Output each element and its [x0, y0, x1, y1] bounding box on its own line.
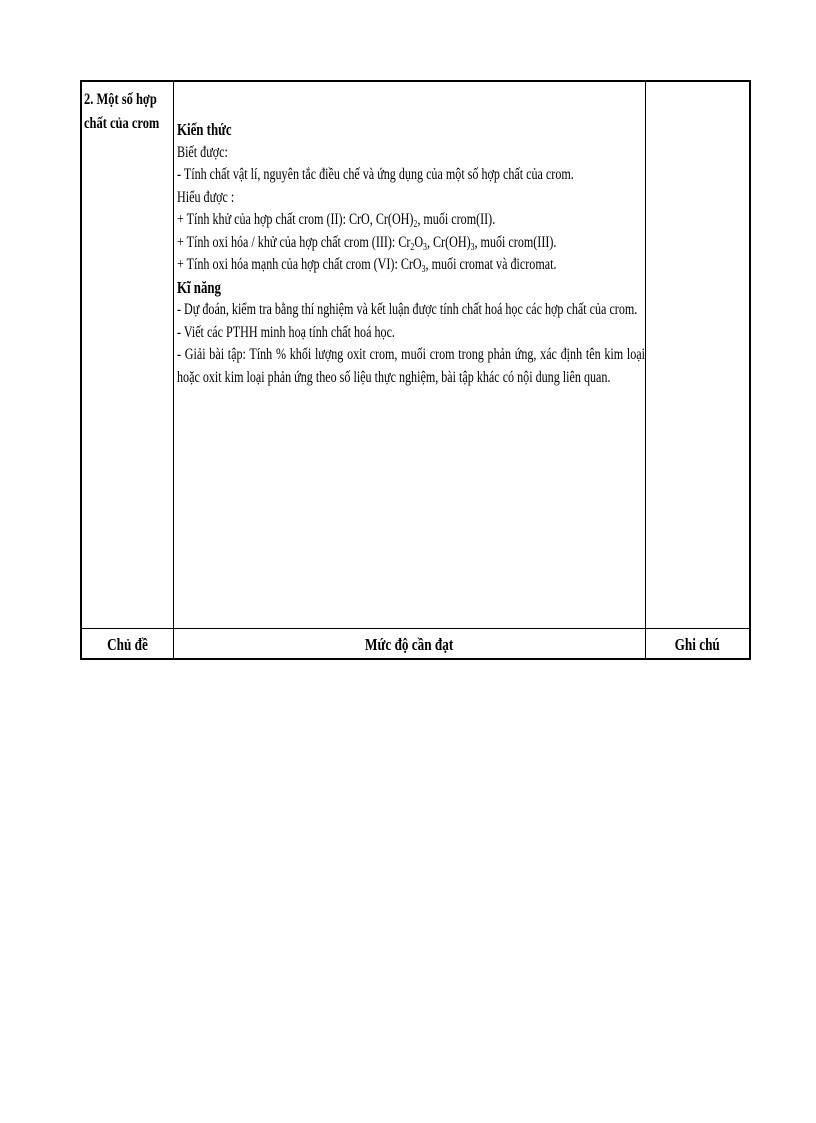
- understand-label: Hiểu được :: [177, 188, 235, 206]
- column-divider-2: [645, 82, 646, 658]
- know-item: - Tính chất vật lí, nguyên tắc điều chế và ứng dụng của một số hợp chất của crom.: [177, 166, 574, 183]
- header-row-divider: [82, 628, 749, 629]
- skills-heading: Kĩ năng: [177, 277, 221, 297]
- understand-item-1: + Tính khử của hợp chất crom (II): CrO, $Cr(OH)_2$, muối crom(II).: [177, 211, 496, 230]
- column-divider-1: [173, 82, 174, 658]
- header-notes: Ghi chú: [674, 635, 721, 654]
- understand-item-2: + Tính oxi hóa / khử của hợp chất crom (III): $Cr_2O_3$, $Cr(OH)_3$, muối crom(III).: [177, 233, 557, 253]
- know-label: Biết được:: [177, 143, 228, 161]
- understand-item-3: + Tính oxi hóa mạnh của hợp chất crom (VI): CrO$_3$, muối cromat và đicromat.: [177, 256, 557, 275]
- topic-line-2: chất của crom: [84, 115, 160, 132]
- header-topic: Chủ đề: [107, 635, 148, 654]
- topic-cell: [84, 88, 170, 136]
- knowledge-heading: Kiến thức: [177, 120, 232, 139]
- curriculum-table: [80, 80, 751, 660]
- content-cell: [177, 119, 645, 389]
- skill-item-1: - Dự đoán, kiểm tra bằng thí nghiệm và kết luận được tính chất hoá học các hợp chất của crom.: [177, 301, 638, 318]
- topic-line-1: 2. Một số hợp: [84, 91, 157, 108]
- skill-item-2: - Viết các PTHH minh hoạ tính chất hoá học.: [177, 323, 395, 341]
- skill-item-3: - Giải bài tập: Tính % khối lượng oxit crom, muối crom trong phản ứng, xác định tên kim loại hoặc oxit kim loại phản ứng theo số liệu thực nghiệm, bài tập khác có nội dung liên quan.: [177, 346, 645, 386]
- header-level: Mức độ cần đạt: [365, 635, 454, 654]
